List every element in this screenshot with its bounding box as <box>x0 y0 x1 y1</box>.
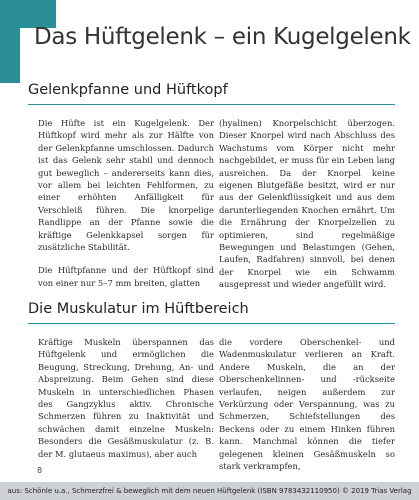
paragraph: Kräftige Muskeln überspannen das Hüftgelenk und ermöglichen die Beugung, Streckung, Drehung, An- und Abspreizung. Beim Gehen sind diese Muskeln in unterschiedlichen Phasen des Gangzyklus aktiv. Chronische Schmerzen führen zu Inaktivität und schwächen damit einzelne Muskeln: Besonders die Gesäßmuskulatur (z. B. der M. glutaeus maximus), aber auch <box>38 337 214 459</box>
source-footer: aus: Schönle u.a., Schmerzfrei & beweglich mit dem neuen Hüftgelenk (ISBN 9783432110950) © 2019 Trias Verlag <box>0 482 419 500</box>
paragraph: Die Hüftpfanne und der Hüftkopf sind von einer nur 5–7 mm breiten, glatten <box>38 265 214 288</box>
section-heading-gelenkpfanne: Gelenkpfanne und Hüftkopf <box>28 82 395 105</box>
paragraph: Die Hüfte ist ein Kugelgelenk. Der Hüftkopf wird mehr als zur Hälfte von der Gelenkpfanne umschlossen. Dadurch ist das Gelenk sehr stabil und dennoch gut beweglich – andererseits kann dies, vor allem bei leichten Fehlformen, zu einer erhöhten Anfälligkeit für Verschleiß führen. Die knorpelige Randlippe an der Pfanne sowie die kräftige Gelenkkapsel sorgen für zusätzliche Stabilität. <box>38 118 214 253</box>
section-2-right-column <box>219 336 395 472</box>
section-heading-muskulatur: Die Muskulatur im Hüftbereich <box>28 301 395 324</box>
section-1-right-column <box>219 117 395 291</box>
paragraph: die vordere Oberschenkel- und Wadenmuskulatur verlieren an Kraft. Andere Muskeln, die an der Oberschenkelinnen- und -rückseite verlaufen, neigen außerdem zur Verkürzung oder Verspannung, was zu Schmerzen, Schiefstellungen des Beckens oder zu einem Hinken führen kann. Manchmal können die tiefer gelegenen kleinen Gesäßmuskeln so stark verkrampfen, <box>219 337 395 472</box>
section-2-left-column <box>38 336 214 460</box>
paragraph: (hyalinen) Knorpelschicht überzogen. Dieser Knorpel wird nach Abschluss des Wachstums vom Körper nicht mehr nachgebildet, er muss für ein Leben lang ausreichen. Da der Knorpel keine eigenen Blutgefäße besitzt, wird er nur aus der Gelenkflüssigkeit und aus dem darunterliegenden Knochen ernährt. Um die Ernährung der Knorpelzellen zu optimieren, sind regelmäßige Bewegungen und Belastungen (Gehen, Laufen, Radfahren) sinnvoll, bei denen der Knorpel wie ein Schwamm ausgepresst und wieder angefüllt wird. <box>219 118 395 290</box>
section-1-left-column <box>38 117 214 289</box>
page-title: Das Hüftgelenk – ein Kugelgelenk <box>34 24 411 50</box>
chapter-vertical-bar <box>0 28 20 83</box>
page-number: 8 <box>37 466 43 475</box>
